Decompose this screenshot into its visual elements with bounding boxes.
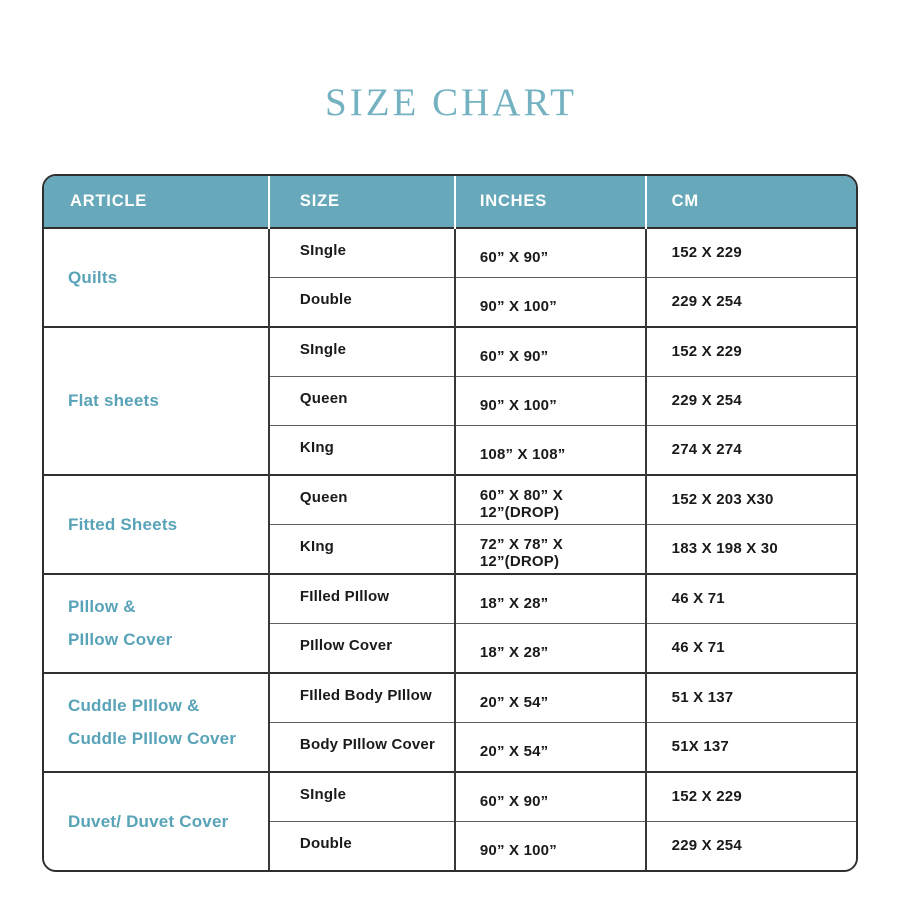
column-header-inches: INCHES [455, 176, 646, 228]
inches-cell: 72” X 78” X 12”(DROP) [455, 525, 646, 575]
size-chart-table [42, 174, 858, 872]
size-cell: Double [269, 822, 455, 871]
article-label: PIllow Cover [68, 630, 173, 649]
column-header-article: ARTICLE [44, 176, 269, 228]
article-label: PIllow & [68, 597, 136, 616]
article-label: Flat sheets [68, 391, 160, 410]
article-cell-duvet [44, 772, 269, 870]
article-label: Quilts [68, 267, 118, 287]
inches-cell: 108” X 108” [455, 426, 646, 476]
table-row [44, 475, 856, 525]
size-cell: PIllow Cover [269, 624, 455, 674]
table-row [44, 574, 856, 624]
page-title: SIZE CHART [325, 81, 577, 124]
cm-cell: 229 X 254 [646, 822, 856, 871]
inches-cell: 20” X 54” [455, 723, 646, 773]
cm-cell: 152 X 203 X30 [646, 475, 856, 525]
size-cell: FIlled PIllow [269, 574, 455, 624]
article-cell-quilts [44, 228, 269, 327]
table-row [44, 673, 856, 723]
size-cell: SIngle [269, 228, 455, 278]
cm-cell: 229 X 254 [646, 278, 856, 328]
cm-cell: 46 X 71 [646, 574, 856, 624]
column-header-size: SIZE [269, 176, 455, 228]
article-label: Cuddle PIllow Cover [68, 729, 237, 748]
inches-cell: 60” X 90” [455, 228, 646, 278]
article-cell-flat-sheets [44, 327, 269, 475]
cm-cell: 152 X 229 [646, 228, 856, 278]
cm-cell: 51X 137 [646, 723, 856, 773]
size-cell: Queen [269, 475, 455, 525]
inches-cell: 60” X 90” [455, 772, 646, 822]
size-cell: Body PIllow Cover [269, 723, 455, 773]
table-row [44, 327, 856, 377]
cm-cell: 183 X 198 X 30 [646, 525, 856, 575]
inches-cell: 90” X 100” [455, 822, 646, 871]
article-label: Cuddle PIllow & [68, 696, 200, 715]
size-cell: Queen [269, 377, 455, 426]
size-cell: FIlled Body PIllow [269, 673, 455, 723]
cm-cell: 229 X 254 [646, 377, 856, 426]
size-cell: KIng [269, 525, 455, 575]
article-cell-cuddle-pillow [44, 673, 269, 772]
article-label: Fitted Sheets [68, 514, 178, 534]
inches-cell: 90” X 100” [455, 377, 646, 426]
article-cell-pillow [44, 574, 269, 673]
column-header-cm: CM [646, 176, 856, 228]
inches-cell: 18” X 28” [455, 624, 646, 674]
inches-cell: 18” X 28” [455, 574, 646, 624]
inches-cell: 60” X 90” [455, 327, 646, 377]
header-row [44, 176, 856, 228]
cm-cell: 46 X 71 [646, 624, 856, 674]
table-row [44, 228, 856, 278]
cm-cell: 274 X 274 [646, 426, 856, 476]
cm-cell: 152 X 229 [646, 772, 856, 822]
article-cell-fitted-sheets [44, 475, 269, 574]
inches-cell: 20” X 54” [455, 673, 646, 723]
size-cell: SIngle [269, 772, 455, 822]
size-cell: Double [269, 278, 455, 328]
article-label: Duvet/ Duvet Cover [68, 811, 229, 831]
table-row [44, 772, 856, 822]
size-cell: SIngle [269, 327, 455, 377]
cm-cell: 51 X 137 [646, 673, 856, 723]
inches-cell: 60” X 80” X 12”(DROP) [455, 475, 646, 525]
inches-cell: 90” X 100” [455, 278, 646, 328]
size-cell: KIng [269, 426, 455, 476]
cm-cell: 152 X 229 [646, 327, 856, 377]
